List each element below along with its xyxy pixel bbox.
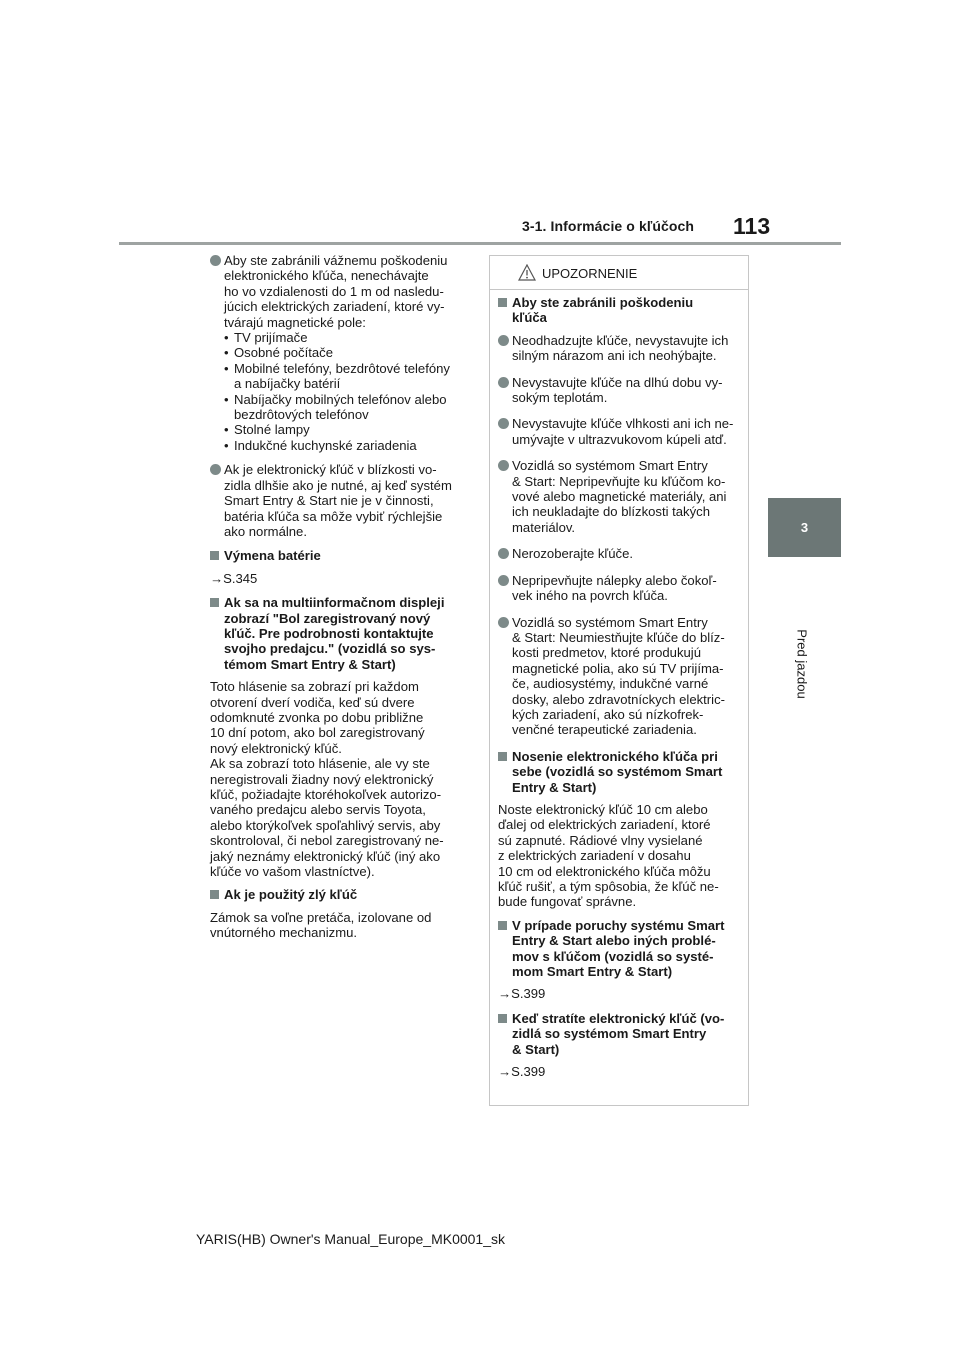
paragraph: Noste elektronický kľúč 10 cm alebo ďalej od elektrických zariadení, ktoré sú zapnuté. Rádiové vlny vysielané z elektrických zariadení v dosahu 10 cm od elektronického kľúča môžu kľúč rušiť, a tým spôsobia, že kľúč ne- bude fungovať správne. [498,801,719,910]
sub-item: • Nabíjačky mobilných telefónov alebo [224,391,447,407]
heading-wrong-key: Ak je použitý zlý kľúč [210,887,467,902]
warning-bullet: Nevystavujte kľúče na dlhú dobu vy- sokým teplotám. [498,375,741,406]
warning-bullet: Nepripevňujte nálepky alebo čokoľ- vek iného na povrch kľúča. [498,573,741,604]
bullet-dot-icon [498,335,509,346]
square-bullet-icon [210,551,219,560]
bullet-dot-icon [498,548,509,559]
square-bullet-icon [498,298,507,307]
sub-item-cont: a nabíjačky batérií [234,376,341,392]
text-line: tvárajú magnetické pole: [224,314,366,330]
heading-new-key-message: Ak sa na multiinformačnom displeji zobrazí "Bol zaregistrovaný nový kľúč. Pre podrobnosti kontaktujte svojho predajcu." (vozidlá so sys- témom Smart Entry & Start) [210,595,467,672]
warning-bullet: Nevystavujte kľúče vlhkosti ani ich ne- umývajte v ultrazvukovom kúpeli atď. [498,416,741,447]
warning-body [490,290,748,1079]
left-column [210,253,467,949]
warning-heading-malfunction: V prípade poruchy systému Smart Entry & Start alebo iných problé- mov s kľúčom (vozidlá so systé- mom Smart Entry & Start) [498,918,741,980]
warning-header [490,256,748,290]
footer-text: YARIS(HB) Owner's Manual_Europe_MK0001_sk [196,1231,505,1247]
paragraph: Zámok sa voľne pretáča, izolovane od vnútorného mechanizmu. [210,909,432,941]
left-bullet-1 [210,253,467,453]
page-reference[interactable]: →S.399 [498,986,546,1002]
warning-heading-damage: Aby ste zabránili poškodeniu kľúča [498,295,741,326]
text-line: ako normálne. [224,523,307,539]
text-line: Ak je elektronický kľúč v blízkosti vo- [224,462,437,478]
text-line: elektronického kľúča, nenechávajte [224,268,429,284]
sub-item: • Indukčné kuchynské zariadenia [224,437,417,453]
chapter-number: 3 [800,520,809,535]
left-bullet-2 [210,462,467,539]
text-line: zidla dlhšie ako je nutné, aj keď systém [224,477,452,493]
page-number: 113 [733,213,771,239]
heading-battery: Výmena batérie [210,548,467,563]
square-bullet-icon [210,598,219,607]
warning-heading-carrying: Nosenie elektronického kľúča pri sebe (vozidlá so systémom Smart Entry & Start) [498,749,741,795]
chapter-title: Pred jazdou [794,629,810,699]
sub-item: • Stolné lampy [224,422,310,438]
sub-item: • Mobilné telefóny, bezdrôtové telefóny [224,360,450,376]
sub-item: • TV prijímače [224,330,308,346]
bullet-dot-icon [498,617,509,628]
text-line: Aby ste zabránili vážnemu poškodeniu [224,253,448,268]
square-bullet-icon [210,890,219,899]
warning-bullet: Neodhadzujte kľúče, nevystavujte ich silným nárazom ani ich neohýbajte. [498,333,741,364]
square-bullet-icon [498,752,507,761]
page-reference[interactable]: →S.399 [498,1064,546,1080]
text-line: Smart Entry & Start nie je v činnosti, [224,493,434,509]
square-bullet-icon [498,921,507,930]
square-bullet-icon [498,1014,507,1023]
text-line: ho vo vzdialenosti do 1 m od nasledu- [224,283,444,299]
bullet-dot-icon [210,255,221,266]
bullet-dot-icon [210,464,221,475]
warning-box [489,255,749,1106]
chapter-tab [768,498,841,557]
warning-bullet: Vozidlá so systémom Smart Entry & Start: Neumiestňujte kľúče do blíz- kosti predmetov, ktoré produkujú magnetické polia, ako sú TV prijíma- če, audiosystémy, indukčné varné dosky, alebo zdravotníckych elektric- kých zariadení, ako sú nízkofrek- venčné terapeutické zariadenia. [498,615,741,738]
warning-heading-lost-key: Keď stratíte elektronický kľúč (vo- zidlá so systémom Smart Entry & Start) [498,1011,741,1057]
text-line: batéria kľúča sa môže vybiť rýchlejšie [224,508,443,524]
bullet-dot-icon [498,575,509,586]
bullet-dot-icon [498,460,509,471]
header-rule [119,242,841,245]
warning-bullet: Nerozoberajte kľúče. [498,546,741,561]
text-line: júcich elektrických zariadení, ktoré vy- [224,299,445,315]
bullet-dot-icon [498,377,509,388]
page-reference[interactable]: →S.345 [210,570,258,586]
warning-bullet: Vozidlá so systémom Smart Entry & Start: Nepripevňujte ku kľúčom ko- vové alebo magnetické materiály, ani ich neukladajte do blízkosti takých materiálov. [498,458,741,535]
paragraph: Toto hlásenie sa zobrazí pri každom otvorení dverí vodiča, keď sú dvere odomknuté zvonka po dobu približne 10 dní potom, ako bol zaregistrovaný nový elektronický kľúč. Ak sa zobrazí toto hlásenie, ale vy ste neregistrovali žiadny nový elektronický kľúč, požiadajte ktoréhokoľvek autorizo- vaného predajcu alebo servis Toyota, alebo ktorýkoľvek spoľahlivý servis, aby skontroloval, či nebol zaregistrovaný ne- jaký neznámy elektronický kľúč (iný ako kľúče vo vašom vlastníctve). [210,679,444,880]
bullet-dot-icon [498,418,509,429]
warning-triangle-icon [518,264,536,281]
sub-item-cont: bezdrôtových telefónov [234,407,369,423]
sub-item: • Osobné počítače [224,345,333,361]
section-title: 3-1. Informácie o kľúčoch [522,218,695,234]
warning-title: UPOZORNENIE [542,266,638,281]
